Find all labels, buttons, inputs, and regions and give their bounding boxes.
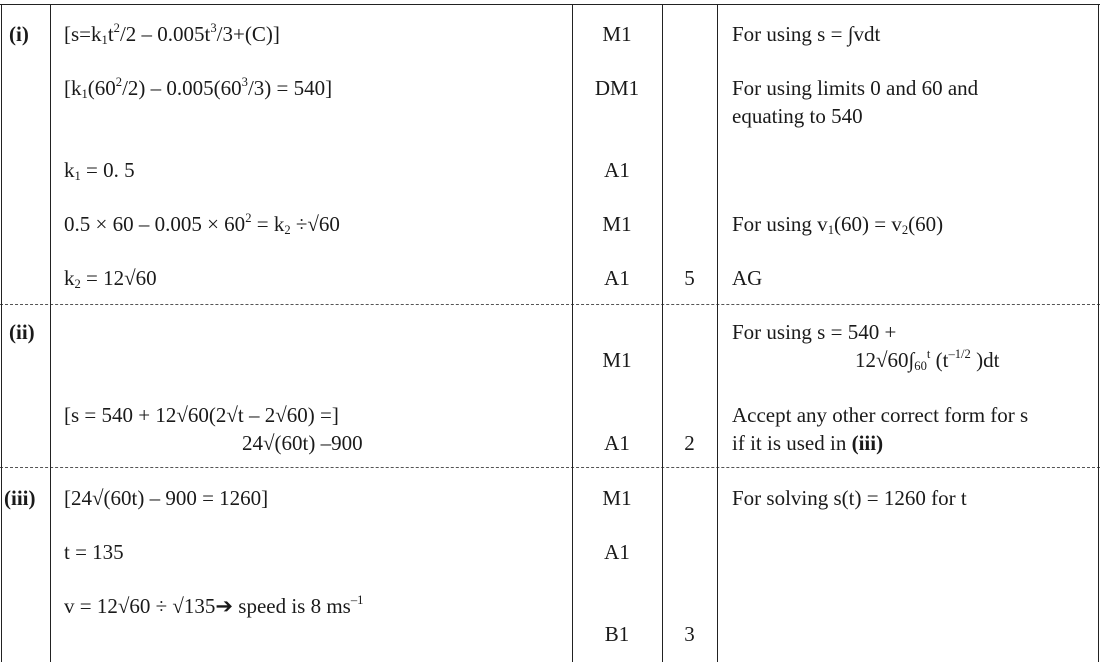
part-separator xyxy=(0,304,1100,305)
guidance-note xyxy=(732,431,883,455)
part-total: 3 xyxy=(684,622,695,646)
part-label: (ii) xyxy=(9,320,35,344)
guidance-note: For using limits 0 and 60 and xyxy=(732,76,979,100)
guidance-note: equating to 540 xyxy=(732,104,863,128)
mark-code: M1 xyxy=(602,486,632,510)
working-line: $[k_1(60^2/2) - 0.005(60^3/3) = 540]$ xyxy=(64,75,333,102)
mark-code: B1 xyxy=(604,622,630,646)
column-rule xyxy=(717,4,718,662)
mark-code: M1 xyxy=(602,22,632,46)
column-rule xyxy=(1,4,2,662)
guidance-note: For using s = 540 + xyxy=(732,320,897,344)
guidance-note: For using s = ∫vdt xyxy=(732,22,881,46)
part-label: (iii) xyxy=(4,486,36,510)
column-rule xyxy=(1098,4,1099,662)
working-line: [24√(60t) – 900 = 1260] xyxy=(64,486,269,510)
part-total: 2 xyxy=(684,431,695,455)
column-rule xyxy=(50,4,51,662)
guidance-note: $12√60\int_{60}^t$ ($t^{-1/2}$ )dt xyxy=(855,347,1000,374)
working-line: t = 135 xyxy=(64,540,124,564)
mark-code: A1 xyxy=(604,540,630,564)
part-separator xyxy=(0,467,1100,468)
mark-code: A1 xyxy=(604,266,630,290)
guidance-text: if it is used in xyxy=(732,431,852,455)
column-rule xyxy=(662,4,663,662)
guidance-note: For using $v_1(60) = v_2(60)$ xyxy=(732,212,944,238)
guidance-note: AG xyxy=(732,266,763,290)
mark-code: A1 xyxy=(604,431,630,455)
mark-code: DM1 xyxy=(594,76,640,100)
working-line: $k_1 = 0$. 5 xyxy=(64,158,135,184)
mark-code: A1 xyxy=(604,158,630,182)
mark-code: M1 xyxy=(602,348,632,372)
working-line: $0.5 \times 60 - 0.005 \times 60^2 = k_2 \div√60$ xyxy=(64,211,340,238)
working-line: v = 12√60 ÷ √135➔ speed is 8 $ms^{-1}$ xyxy=(64,593,364,618)
working-line: 24√(60t) –900 xyxy=(242,431,363,455)
part-total: 5 xyxy=(684,266,695,290)
guidance-note: Accept any other correct form for s xyxy=(732,403,1029,427)
working-line: $k_2 = 12√60$ xyxy=(64,266,157,292)
working-line: [s = 540 + 12√60(2√t – 2√60) =] xyxy=(64,403,339,427)
table-top-rule xyxy=(0,4,1100,5)
working-line: $[s=k_1t^2/2 - 0.005t^3/3+(C)]$ xyxy=(64,21,280,48)
mark-code: M1 xyxy=(602,212,632,236)
guidance-note: For solving s(t) = 1260 for t xyxy=(732,486,967,510)
part-label: (i) xyxy=(9,22,29,46)
guidance-emphasis: (iii) xyxy=(851,431,884,455)
